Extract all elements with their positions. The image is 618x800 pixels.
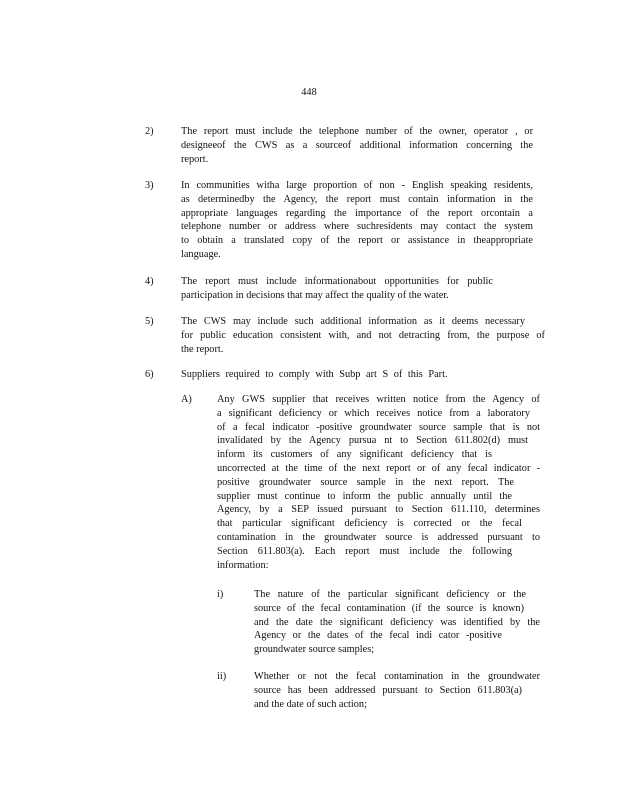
text-line: appropriate languages regarding the importance of the report orcontain a — [181, 207, 533, 219]
text-line: The report must include the telephone number of the owner, operator , or — [181, 126, 533, 137]
item-number: 4) — [145, 276, 154, 287]
text-line: language. — [181, 248, 221, 260]
text-line: inform its customers of any significant deficiency that is — [217, 449, 492, 461]
text-line: Whether or not the fecal contamination in the groundwater — [254, 671, 540, 682]
text-line: the report. — [181, 343, 224, 355]
text-line: source has been addressed pursuant to Section 611.803(a) — [254, 684, 522, 696]
item-number: 5) — [145, 316, 154, 327]
item-text — [181, 179, 533, 262]
item-text — [181, 315, 545, 356]
text-line: for public education consistent with, and not detracting from, the purpose of — [181, 329, 545, 341]
item-text — [181, 275, 493, 303]
text-line: report. — [181, 153, 209, 165]
item-number: 2) — [145, 126, 154, 137]
text-line: invalidated by the Agency pursua nt to Section 611.802(d) must — [217, 435, 528, 447]
text-line: information: — [217, 559, 269, 571]
text-line: to obtain a translated copy of the report or assistance in theappropriate — [181, 235, 533, 247]
text-line: contamination in the groundwater source is addressed pursuant to — [217, 531, 540, 543]
subsubitem-number: ii) — [217, 671, 227, 682]
text-line: of a fecal indicator -positive groundwater source sample that is not — [217, 421, 540, 433]
page-number: 448 — [301, 87, 317, 98]
text-line: that particular significant deficiency is corrected or the fecal — [217, 518, 522, 530]
text-line: The report must include informationabout opportunities for public — [181, 276, 493, 287]
text-line: The CWS may include such additional information as it deems necessary — [181, 316, 525, 327]
text-line: groundwater source samples; — [254, 644, 375, 656]
text-line: uncorrected at the time of the next report or of any fecal indicator - — [217, 462, 540, 474]
text-line: and the date of such action; — [254, 698, 367, 710]
item-text — [181, 368, 533, 382]
item-number: 6) — [145, 369, 154, 380]
text-line: and the date the significant deficiency was identified by the — [254, 616, 540, 628]
text-line: Any GWS supplier that receives written notice from the Agency of — [217, 394, 540, 405]
text-line: positive groundwater source sample in the next report. The — [217, 476, 514, 488]
subsubitem-number: i) — [217, 589, 224, 600]
text-line: source of the fecal contamination (if the source is known) — [254, 602, 524, 614]
text-line: participation in decisions that may affect the quality of the water. — [181, 289, 449, 301]
text-line: supplier must continue to inform the public annually until the — [217, 490, 512, 502]
text-line: The nature of the particular significant deficiency or the — [254, 589, 526, 600]
text-line: Suppliers required to comply with Subp art S of this Part. — [181, 369, 448, 380]
item-number: 3) — [145, 180, 154, 191]
subitem-text — [217, 393, 540, 572]
text-line: Section 611.803(a). Each report must include the following — [217, 545, 512, 557]
text-line: designeeof the CWS as a sourceof additional information concerning the — [181, 139, 533, 151]
text-line: Agency, by a SEP issued pursuant to Section 611.110, determines — [217, 504, 540, 516]
item-text — [181, 125, 533, 166]
subsubitem-text — [254, 670, 540, 711]
subsubitem-text — [254, 588, 540, 657]
text-line: a significant deficiency or which receives notice from a laboratory — [217, 407, 530, 419]
text-line: In communities witha large proportion of non - English speaking residents, — [181, 180, 533, 191]
text-line: Agency or the dates of the fecal indi cator -positive — [254, 630, 502, 642]
text-line: as determinedby the Agency, the report must contain information in the — [181, 193, 533, 205]
text-line: telephone number or address where suchresidents may contact the system — [181, 221, 533, 233]
subitem-number: A) — [181, 394, 192, 405]
